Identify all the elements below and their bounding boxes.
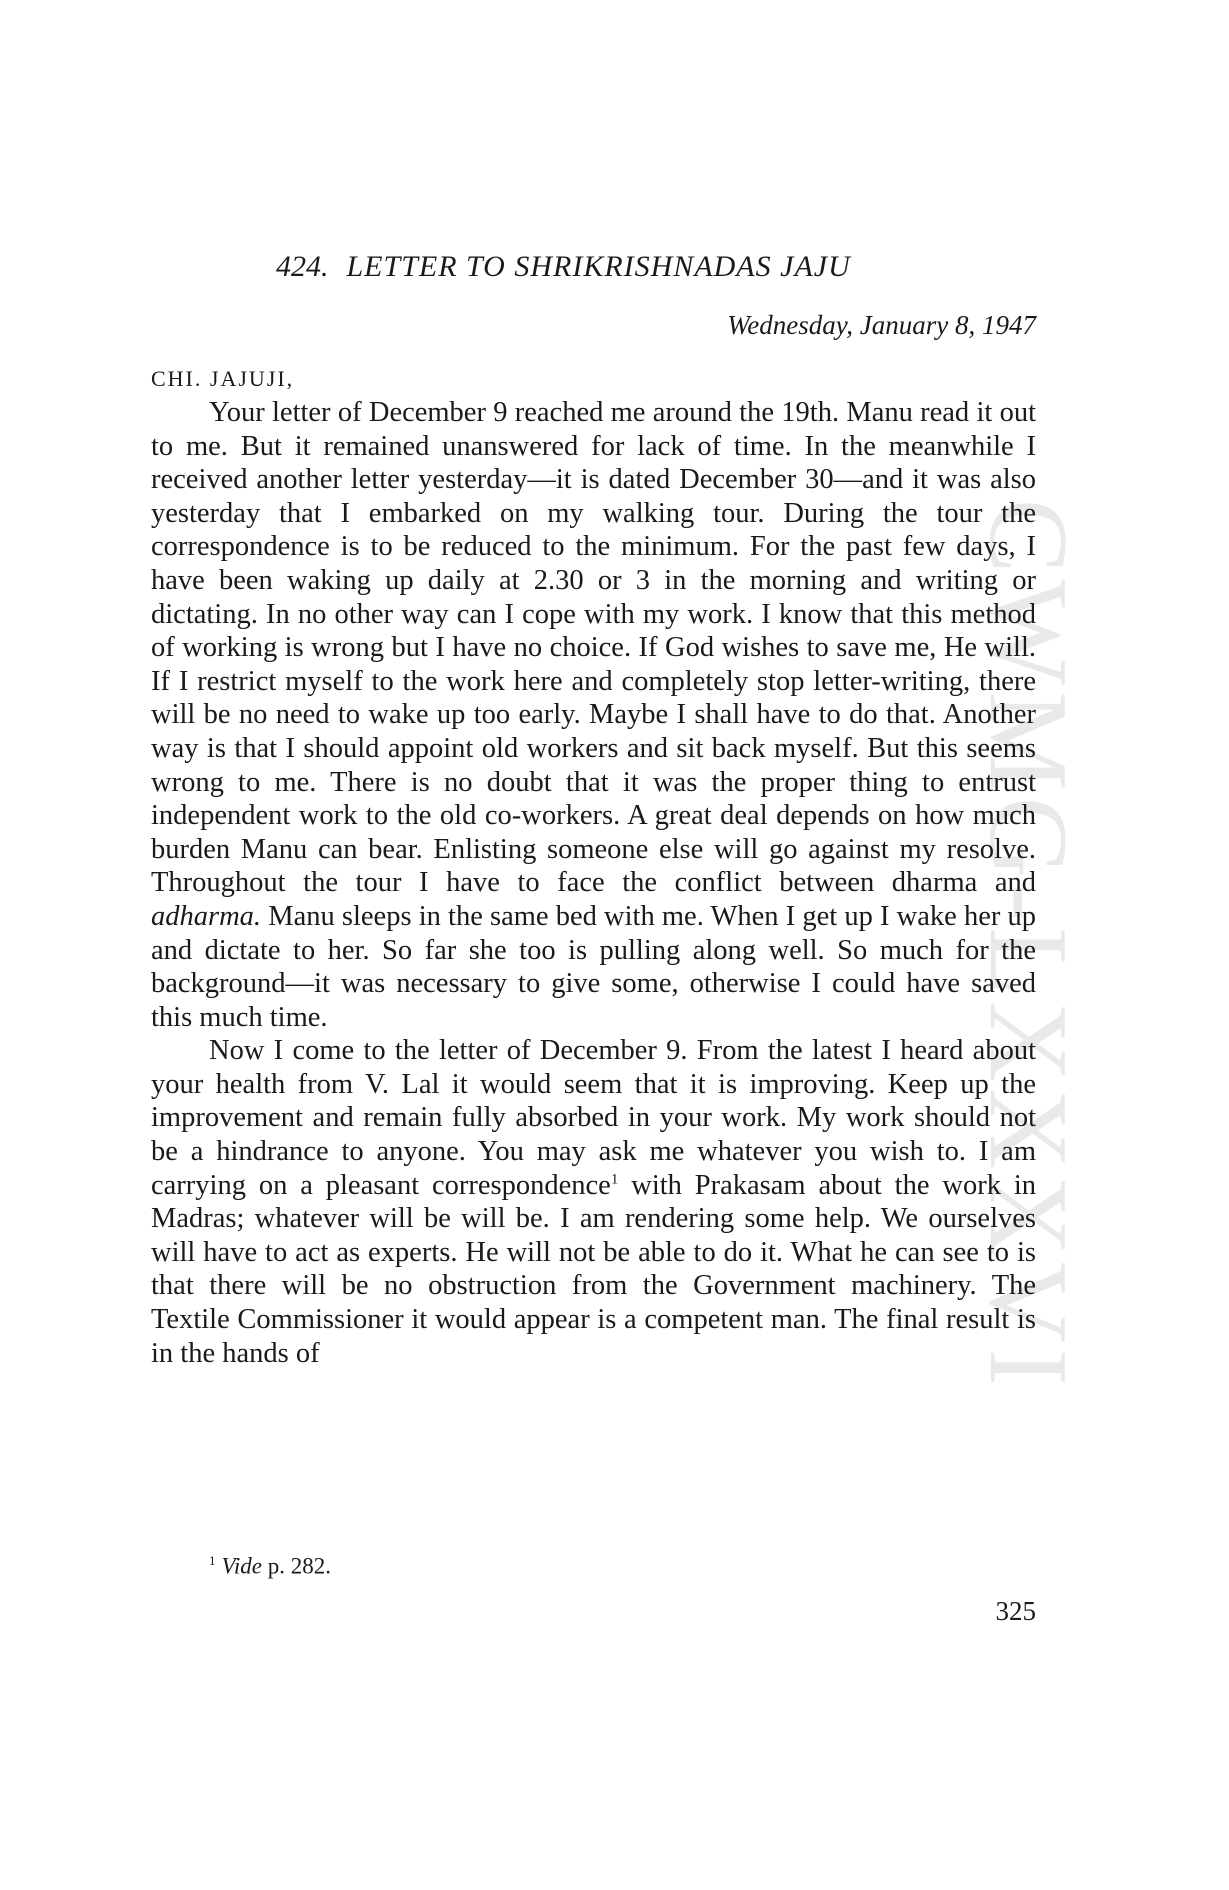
footnote-text: p. 282.	[267, 1553, 331, 1579]
paragraph-2	[151, 1034, 1036, 1370]
footnote-mark: 1	[209, 1553, 216, 1568]
letter-number: 424.	[276, 250, 329, 283]
letter-body	[151, 396, 1036, 1370]
page-number: 325	[995, 1596, 1036, 1626]
paragraph-1-text: Your letter of December 9 reached me around the 19th. Manu read it out to me. But it remained unanswered for lack of time. In the meanwhile I received another letter yesterday—it is dated December 30—and it was also yesterday that I embarked on my walking tour. During the tour the correspondence is to be reduced to the minimum. For the past few days, I have been waking up daily at 2.30 or 3 in the morning and writing or dictating. In no other way can I cope with my work. I know that this method of working is wrong but I have no choice. If God wishes to save me, He will. If I restrict myself to the work here and completely stop letter-writing, there will be no need to wake up too early. Maybe I shall have to do that. Another way is that I should appoint old workers and sit back myself. But this seems wrong to me. There is no doubt that it was the proper thing to entrust independent work to the old co-workers. A great deal depends on how much burden Manu can bear. Enlisting someone else will go against my resolve. Throughout the tour I have to face the conflict between dharma and	[151, 397, 1036, 899]
paragraph-1	[151, 396, 1036, 1034]
salutation: CHI. JAJUJI,	[151, 366, 295, 391]
paragraph-1-end: Manu sleeps in the same bed with me. When I get up I wake her up and dictate to her. So far she too is pulling along well. So much for the background—it was necessary to give some, otherwise I could have saved this much time.	[151, 900, 1036, 1033]
letter-title-text: LETTER TO SHRIKRISHNADAS JAJU	[346, 250, 851, 283]
footnote-italic: Vide	[221, 1553, 262, 1579]
letter-title	[276, 250, 851, 284]
watermark-text: CWMG-LXXXVI	[966, 498, 1091, 1392]
paragraph-2-text: Now I come to the letter of December 9. From the latest I heard about your health from V. Lal it would seem that it is improving. Keep up the improvement and remain fully absorbed in your work. My work should not be a hindrance to anyone. You may ask me whatever you wish to. I am carrying on a pleasant correspondence	[151, 1035, 1036, 1201]
paragraph-2-end: with Prakasam about the work in Madras; whatever will be will be. I am rendering some help. We ourselves will have to act as experts. He will not be able to do it. What he can see to is that there will be no obstruction from the Government machinery. The Textile Commissioner it would appear is a competent man. The final result is in the hands of	[151, 1169, 1037, 1369]
dateline: Wednesday, January 8, 1947	[727, 310, 1036, 340]
footnote	[209, 1553, 331, 1580]
footnote-reference: 1	[610, 1171, 619, 1188]
paragraph-1-italic: adharma.	[151, 900, 262, 932]
